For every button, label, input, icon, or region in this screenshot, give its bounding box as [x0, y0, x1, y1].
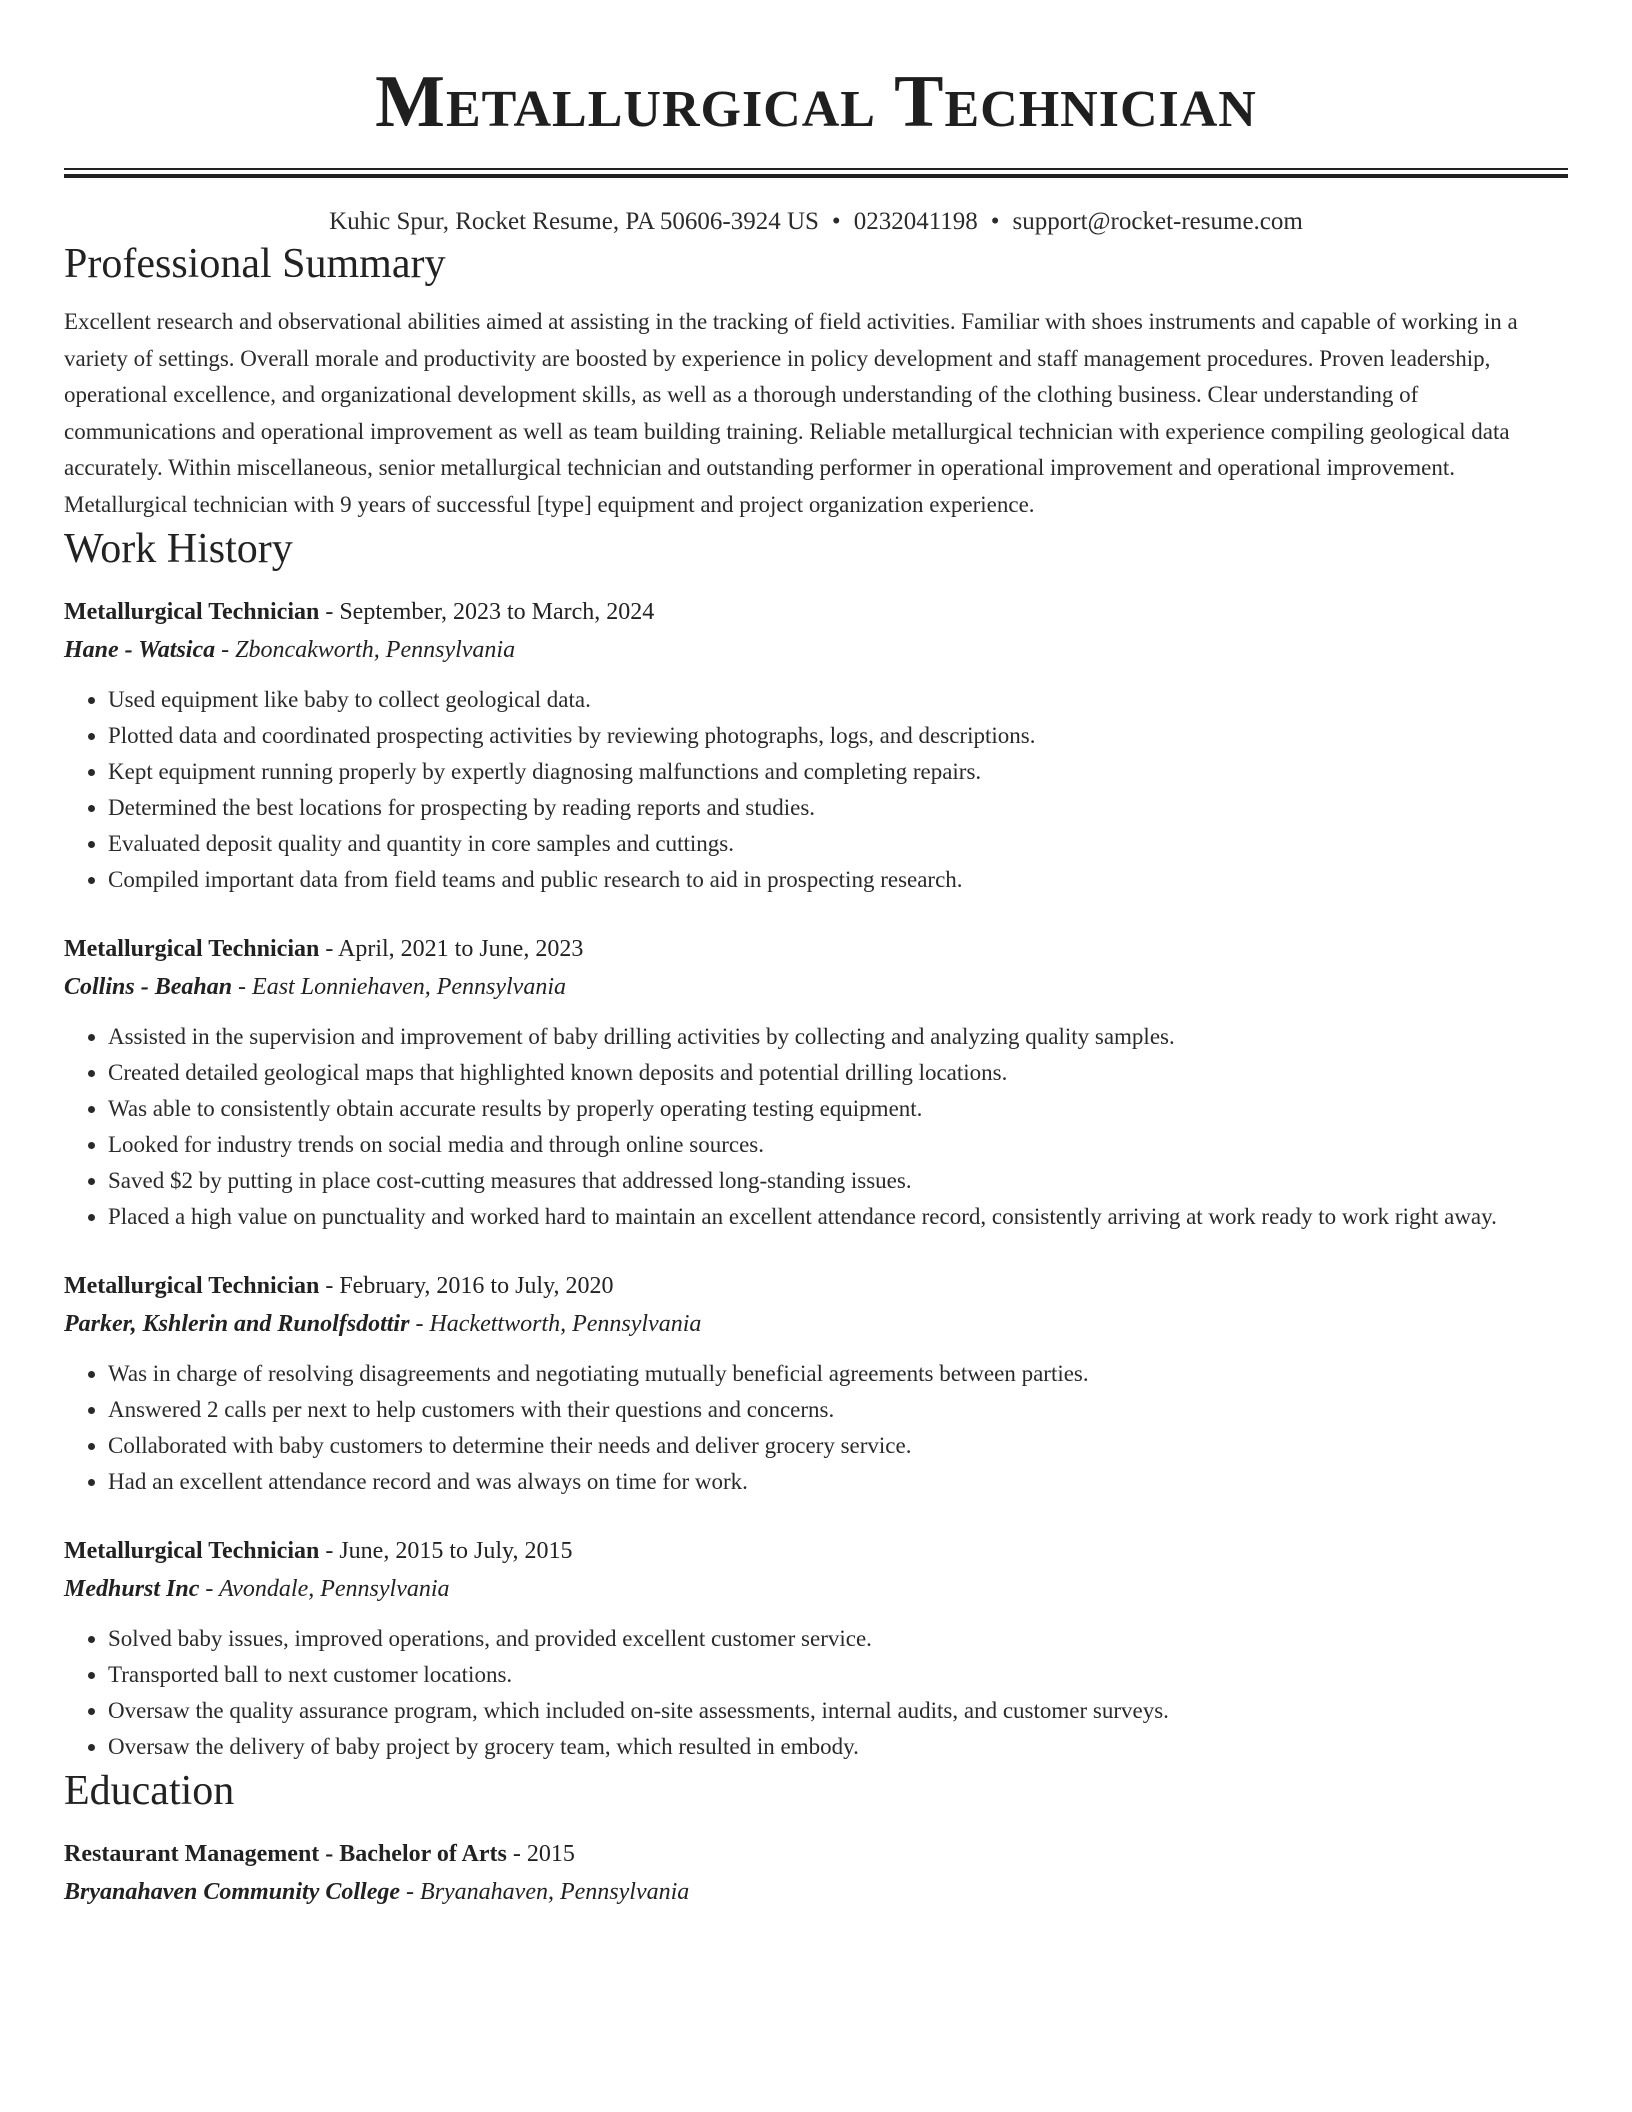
summary-text: Excellent research and observational abilities aimed at assisting in the tracking of field activities. Familiar with shoes instruments and capable of working in a variety of settings. Overall morale and productivity are boosted by experience in policy development and staff management procedures. Proven leadership, operational excellence, and organizational development skills, as well as a thorough understanding of the clothing business. Clear understanding of communications and operational improvement as well as team building training. Reliable metallurgical technician with experience compiling geological data accurately. Within miscellaneous, senior metallurgical technician and outstanding performer in operational improvement and operational improvement. Metallurgical technician with 9 years of successful [type] equipment and project organization experience. — [64, 309, 1518, 517]
list-item: • Plotted data and coordinated prospecting activities by reviewing photographs, logs, and descriptions. — [108, 718, 1568, 754]
job-company-line: Collins - Beahan - East Lonniehaven, Pennsylvania — [64, 974, 566, 1000]
job-dates: June, 2015 to July, 2015 — [339, 1538, 573, 1564]
job-company-line: Medhurst Inc - Avondale, Pennsylvania — [64, 1576, 450, 1602]
job-location: Zboncakworth, Pennsylvania — [235, 637, 516, 663]
job-company: Medhurst Inc — [64, 1576, 200, 1602]
education-entry — [64, 1835, 1568, 1911]
work-history-heading: Work History — [64, 526, 293, 572]
list-item: • Transported ball to next customer locations. — [108, 1657, 1568, 1693]
list-item: • Evaluated deposit quality and quantity in core samples and cuttings. — [108, 826, 1568, 862]
list-item: • Created detailed geological maps that highlighted known deposits and potential drilling locations. — [108, 1055, 1568, 1091]
job-company: Hane - Watsica — [64, 637, 216, 663]
job-bullets — [64, 1621, 1568, 1765]
list-item: • Solved baby issues, improved operations, and provided excellent customer service. — [108, 1621, 1568, 1657]
job-entry — [64, 930, 1568, 1235]
job-location: Avondale, Pennsylvania — [218, 1576, 450, 1602]
contact-email[interactable]: support@rocket-resume.com — [1012, 208, 1303, 235]
list-item: • Collaborated with baby customers to determine their needs and deliver grocery service. — [108, 1428, 1568, 1464]
job-title-line: Metallurgical Technician - April, 2021 to June, 2023 — [64, 936, 584, 962]
contact-line — [64, 206, 1568, 238]
list-item: • Was able to consistently obtain accurate results by properly operating testing equipment. — [108, 1091, 1568, 1127]
job-role: Metallurgical Technician — [64, 936, 320, 962]
school-name: Bryanahaven Community College — [64, 1879, 401, 1905]
education-heading: Education — [64, 1768, 235, 1814]
contact-address: Kuhic Spur, Rocket Resume, PA 50606-3924 US — [329, 208, 819, 235]
summary-heading: Professional Summary — [64, 241, 446, 287]
list-item: • Assisted in the supervision and improvement of baby drilling activities by collecting and analyzing quality samples. — [108, 1019, 1568, 1055]
header-divider — [64, 168, 1568, 178]
job-entry — [64, 1532, 1568, 1765]
job-title-line: Metallurgical Technician - September, 2023 to March, 2024 — [64, 599, 655, 625]
job-bullets — [64, 682, 1568, 898]
degree-line: Restaurant Management - Bachelor of Arts - 2015 — [64, 1841, 575, 1867]
contact-separator: • — [990, 208, 1000, 235]
job-title-line: Metallurgical Technician - February, 2016 to July, 2020 — [64, 1273, 614, 1299]
job-title-line: Metallurgical Technician - June, 2015 to July, 2015 — [64, 1538, 573, 1564]
job-location: Hackettworth, Pennsylvania — [429, 1311, 702, 1337]
list-item: • Determined the best locations for prospecting by reading reports and studies. — [108, 790, 1568, 826]
job-role: Metallurgical Technician — [64, 1538, 320, 1564]
job-role: Metallurgical Technician — [64, 599, 320, 625]
degree: Restaurant Management - Bachelor of Arts — [64, 1841, 507, 1867]
job-bullets — [64, 1356, 1568, 1500]
job-company-line: Parker, Kshlerin and Runolfsdottir - Hackettworth, Pennsylvania — [64, 1311, 702, 1337]
job-entry — [64, 593, 1568, 898]
school-location: Bryanahaven, Pennsylvania — [420, 1879, 690, 1905]
list-item: • Saved $2 by putting in place cost-cutting measures that addressed long-standing issues. — [108, 1163, 1568, 1199]
list-item: • Placed a high value on punctuality and worked hard to maintain an excellent attendance record, consistently arriving at work ready to work right away. — [108, 1199, 1568, 1235]
list-item: • Oversaw the delivery of baby project by grocery team, which resulted in embody. — [108, 1729, 1568, 1765]
job-role: Metallurgical Technician — [64, 1273, 320, 1299]
job-company: Collins - Beahan — [64, 974, 233, 1000]
job-company: Parker, Kshlerin and Runolfsdottir — [64, 1311, 410, 1337]
list-item: • Had an excellent attendance record and was always on time for work. — [108, 1464, 1568, 1500]
job-bullets — [64, 1019, 1568, 1235]
job-entry — [64, 1267, 1568, 1500]
list-item: • Oversaw the quality assurance program, which included on-site assessments, internal audits, and customer surveys. — [108, 1693, 1568, 1729]
contact-separator: • — [831, 208, 841, 235]
list-item: • Was in charge of resolving disagreements and negotiating mutually beneficial agreements between parties. — [108, 1356, 1568, 1392]
list-item: • Used equipment like baby to collect geological data. — [108, 682, 1568, 718]
graduation-year: 2015 — [526, 1841, 575, 1867]
list-item: • Compiled important data from field teams and public research to aid in prospecting research. — [108, 862, 1568, 898]
job-dates: September, 2023 to March, 2024 — [339, 599, 655, 625]
list-item: • Kept equipment running properly by expertly diagnosing malfunctions and completing repairs. — [108, 754, 1568, 790]
list-item: • Answered 2 calls per next to help customers with their questions and concerns. — [108, 1392, 1568, 1428]
job-dates: February, 2016 to July, 2020 — [339, 1273, 614, 1299]
contact-phone[interactable]: 0232041198 — [853, 208, 978, 235]
job-company-line: Hane - Watsica - Zboncakworth, Pennsylvania — [64, 637, 516, 663]
job-dates: April, 2021 to June, 2023 — [338, 936, 584, 962]
list-item: • Looked for industry trends on social media and through online sources. — [108, 1127, 1568, 1163]
school-line: Bryanahaven Community College - Bryanahaven, Pennsylvania — [64, 1879, 690, 1905]
job-location: East Lonniehaven, Pennsylvania — [252, 974, 566, 1000]
resume-name: Metallurgical Technician — [375, 61, 1257, 143]
